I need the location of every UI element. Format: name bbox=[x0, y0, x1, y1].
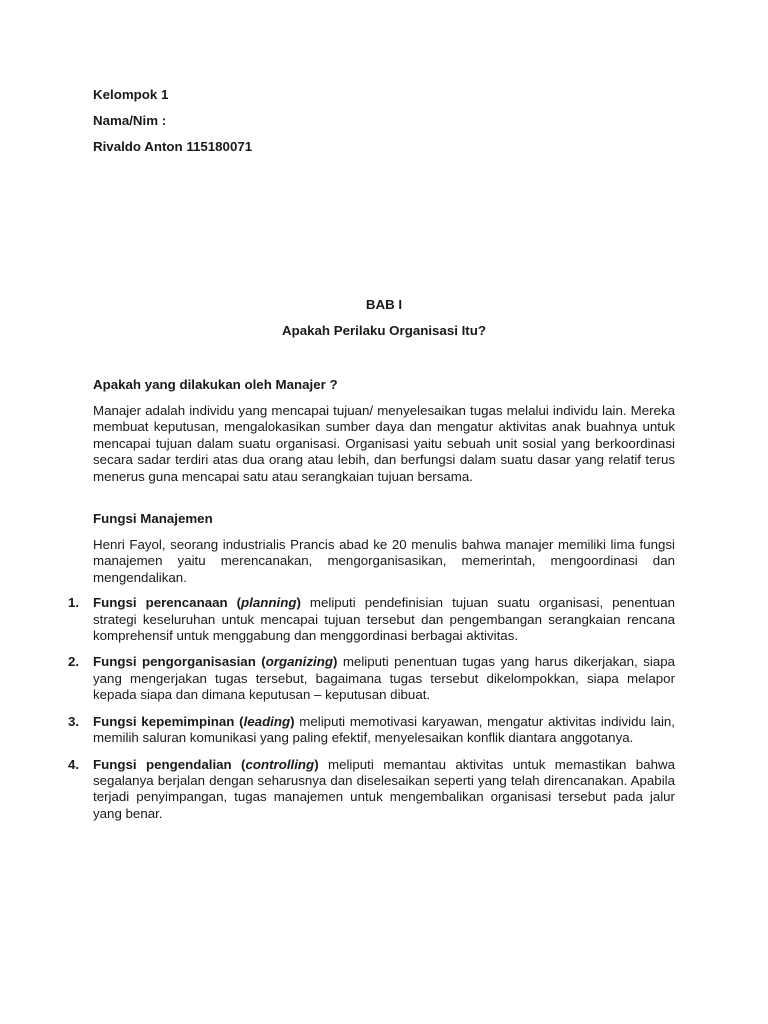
list-item bbox=[68, 595, 675, 644]
functions-list bbox=[68, 595, 676, 822]
list-number: 2. bbox=[68, 654, 80, 670]
list-item bbox=[68, 756, 675, 823]
group-label: Kelompok 1 bbox=[93, 87, 169, 102]
function-description: meliputi memantau aktivitas untuk memastikan bahwa segalanya berjalan dengan seharusnya dan diselesaikan seperti yang telah direncanakan. Apabila terjadi penyimpangan, tugas manajemen untuk mengembalikan organisasi tersebut pada jalur yang benar. bbox=[93, 756, 675, 821]
function-description: meliputi penentuan tugas yang harus dikerjakan, siapa yang mengerjakan tugas tersebut, bagaimana tugas tersebut dikelompokkan, siapa melapor kepada siapa dan dimana keputusan – keputusan dibuat. bbox=[93, 654, 676, 703]
list-number: 4. bbox=[68, 756, 80, 772]
section-title-functions: Fungsi Manajemen bbox=[93, 511, 213, 527]
section-title-manager: Apakah yang dilakukan oleh Manajer ? bbox=[93, 377, 338, 392]
paragraph-functions-intro: Henri Fayol, seorang industrialis Prancis abad ke 20 menulis bahwa manajer memiliki lima fungsi manajemen yaitu merencanakan, mengorganisasikan, memerintah, mengoordinasi dan mengendalikan. bbox=[93, 537, 675, 585]
spacer bbox=[93, 485, 675, 511]
list-number: 1. bbox=[68, 595, 80, 611]
chapter-number: BAB I bbox=[365, 297, 403, 312]
list-item bbox=[68, 713, 676, 747]
function-term: Fungsi pengendalian (controlling) bbox=[93, 756, 319, 772]
chapter-heading bbox=[93, 297, 675, 349]
document-header bbox=[93, 87, 493, 165]
list-item bbox=[68, 654, 676, 703]
list-number: 3. bbox=[68, 713, 80, 729]
chapter-title: Apakah Perilaku Organisasi Itu? bbox=[282, 323, 486, 338]
student-name: Rivaldo Anton 115180071 bbox=[93, 139, 253, 154]
paragraph-manager: Manajer adalah individu yang mencapai tujuan/ menyelesaikan tugas melalui individu lain. Mereka membuat keputusan, mengalokasikan sumber daya dan mengatur aktivitas anak buahnya untuk mencapai tujuan dalam suatu organisasi. Organisasi yaitu sebuah unit sosial yang berkoordinasi secara sadar terdiri atas dua orang atau lebih, dan berfungsi dalam suatu dasar yang relatif terus menerus guna mencapai satu atau serangkaian tujuan bersama. bbox=[93, 403, 675, 484]
document-body bbox=[68, 377, 676, 832]
function-term: Fungsi perencanaan (planning) bbox=[93, 595, 301, 611]
function-term: Fungsi kepemimpinan (leading) bbox=[93, 713, 295, 729]
function-term: Fungsi pengorganisasian (organizing) bbox=[93, 654, 338, 670]
function-description: meliputi memotivasi karyawan, mengatur aktivitas individu lain, memilih saluran komunikasi yang paling efektif, menyelesaikan konflik diantara anggotanya. bbox=[93, 713, 676, 746]
function-description: meliputi pendefinisian tujuan suatu organisasi, penentuan strategi keseluruhan untuk mencapai tujuan tersebut dan pengembangan serangkaian rencana komprehensif untuk menggabung dan menggordinasi berbagai aktivitas. bbox=[93, 595, 675, 644]
name-nim-label: Nama/Nim : bbox=[93, 113, 167, 128]
